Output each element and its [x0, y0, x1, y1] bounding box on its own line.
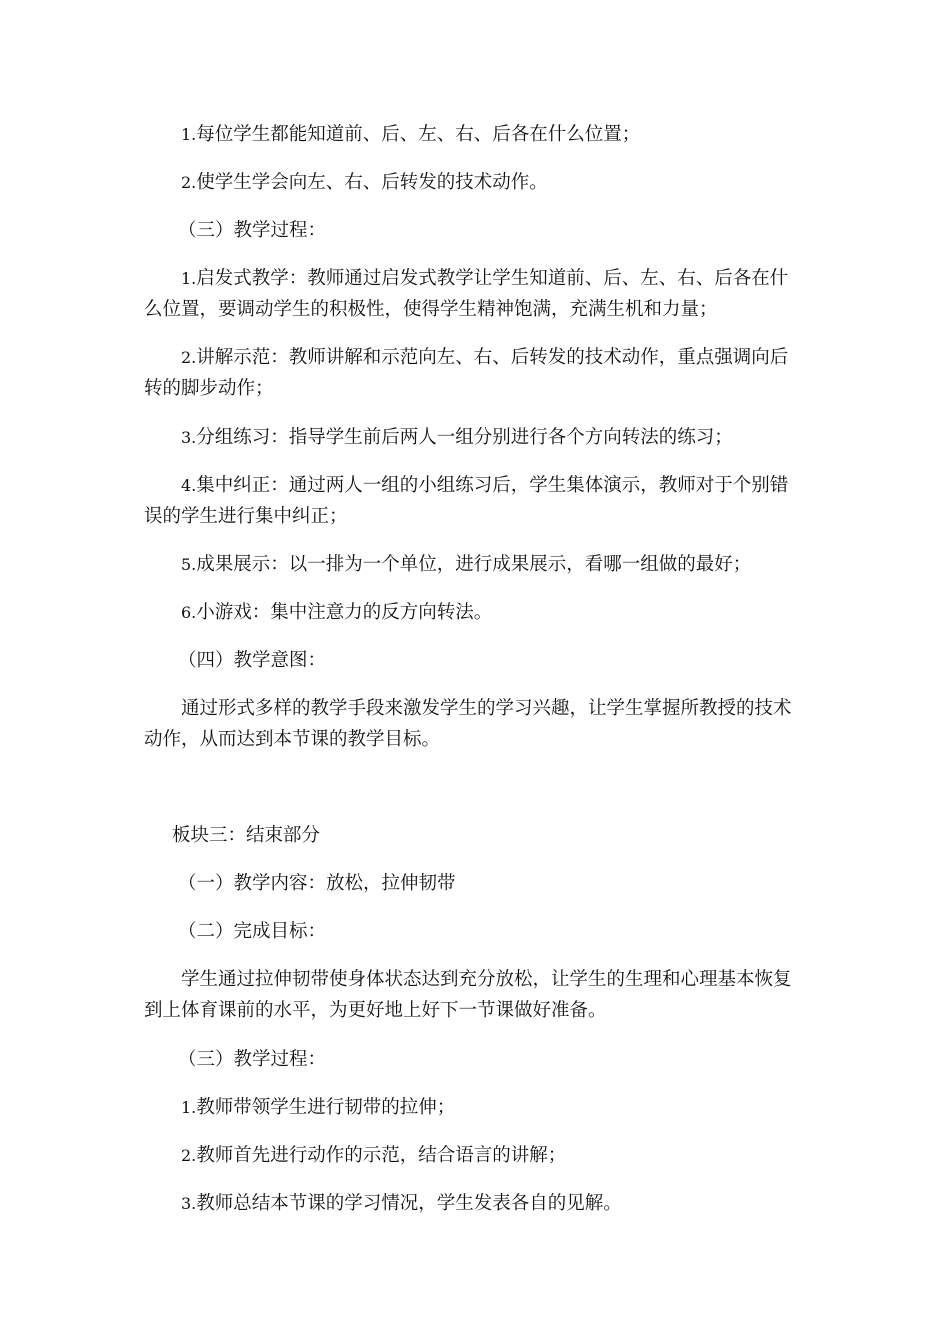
section-heading-process: （三）教学过程： [178, 220, 327, 241]
goal-paragraph: 学生通过拉伸韧带使身体状态达到充分放松，让学生的生理和心理基本恢复到上体育课前的水平，为更好地上好下一节课做好准备。 [144, 969, 792, 1021]
item-number: 1. [181, 269, 197, 288]
item-number: 2. [181, 1146, 197, 1165]
section-heading-process-3: （三）教学过程： [178, 1049, 327, 1070]
item-number: 2. [181, 173, 197, 192]
item-number: 4. [181, 476, 197, 495]
goal-item-2 [144, 167, 799, 198]
goal-item-1 [144, 119, 799, 150]
item-number: 5. [181, 555, 197, 574]
item-text: 每位学生都能知道前、后、左、右、后各在什么位置； [196, 124, 641, 145]
item-number: 3. [181, 428, 197, 447]
item-text: 教师带领学生进行韧带的拉伸； [196, 1097, 456, 1118]
item-text: 教师首先进行动作的示范，结合语言的讲解； [196, 1145, 567, 1166]
item-text: 讲解示范：教师讲解和示范向左、右、后转发的技术动作，重点强调向后转的脚步动作； [144, 347, 789, 399]
item-number: 6. [181, 603, 197, 622]
section-heading-content: （一）教学内容：放松，拉伸韧带 [178, 873, 456, 894]
section-heading-intent: （四）教学意图： [178, 650, 327, 671]
item-text: 教师总结本节课的学习情况，学生发表各自的见解。 [196, 1193, 622, 1214]
item-text: 成果展示：以一排为一个单位，进行成果展示，看哪一组做的最好； [196, 554, 752, 575]
process-item-2 [144, 342, 799, 404]
item-text: 分组练习：指导学生前后两人一组分别进行各个方向转法的练习； [196, 427, 733, 448]
part3-title: 板块三：结束部分 [172, 825, 321, 846]
intent-paragraph: 通过形式多样的教学手段来激发学生的学习兴趣，让学生掌握所教授的技术动作，从而达到本节课的教学目标。 [144, 698, 792, 750]
item-number: 1. [181, 1098, 197, 1117]
end-process-item-3 [144, 1188, 799, 1219]
item-text: 小游戏：集中注意力的反方向转法。 [196, 602, 493, 623]
section-heading-goal: （二）完成目标： [178, 921, 327, 942]
process-item-6 [144, 597, 799, 628]
process-item-1 [144, 263, 799, 325]
item-number: 2. [181, 348, 197, 367]
item-text: 集中纠正：通过两人一组的小组练习后，学生集体演示，教师对于个别错误的学生进行集中纠正； [144, 475, 789, 527]
item-text: 使学生学会向左、右、后转发的技术动作。 [196, 172, 548, 193]
process-item-3 [144, 422, 799, 453]
end-process-item-2 [144, 1140, 799, 1171]
end-process-item-1 [144, 1092, 799, 1123]
process-item-4 [144, 470, 799, 532]
process-item-5 [144, 549, 799, 580]
item-text: 启发式教学：教师通过启发式教学让学生知道前、后、左、右、后各在什么位置，要调动学生的积极性，使得学生精神饱满，充满生机和力量； [144, 268, 789, 320]
item-number: 3. [181, 1194, 197, 1213]
item-number: 1. [181, 125, 197, 144]
